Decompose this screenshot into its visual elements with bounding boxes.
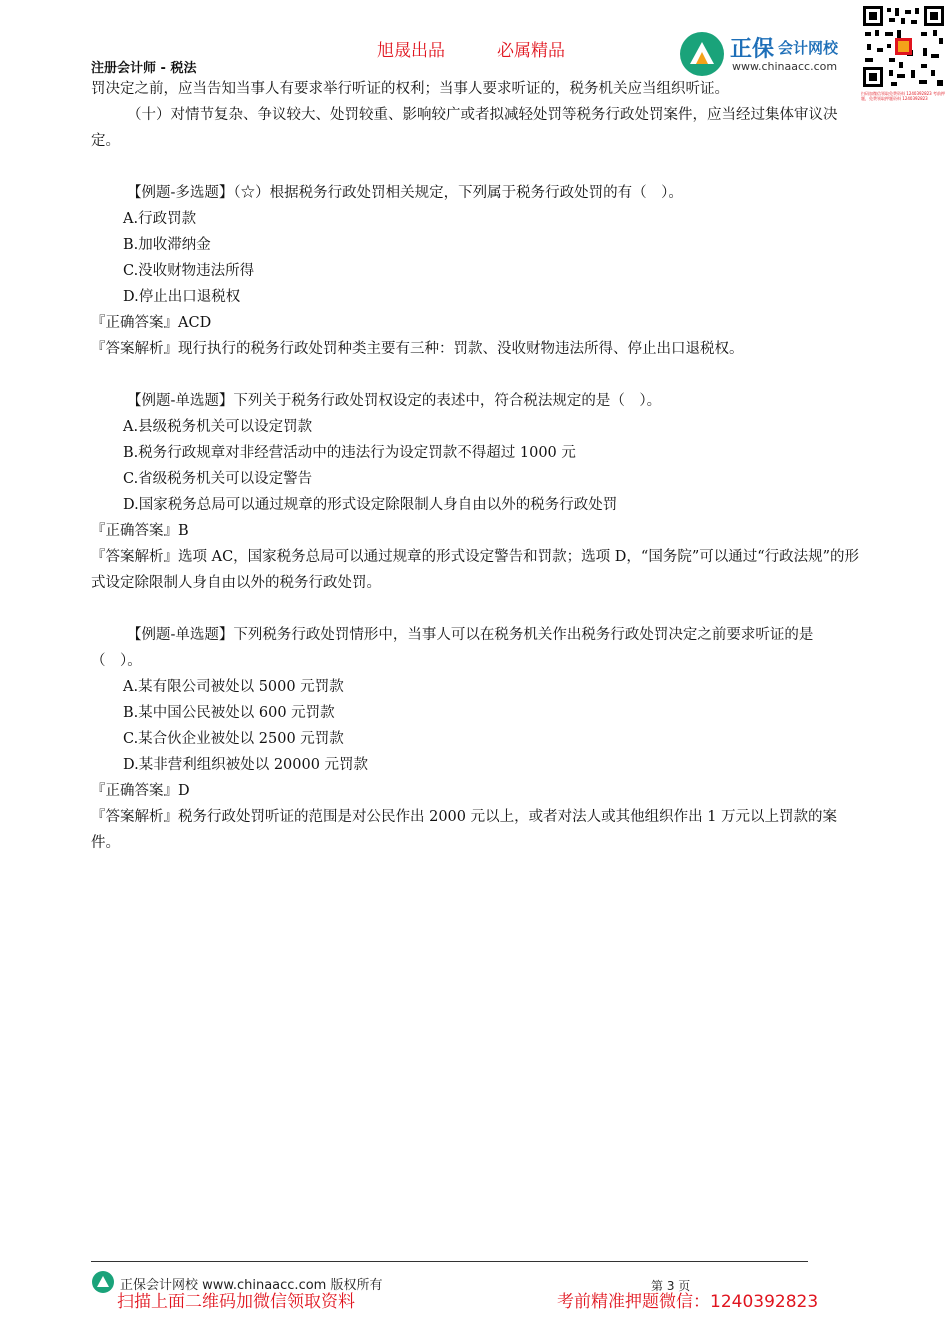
answer-analysis: 『答案解析』税务行政处罚听证的范围是对公民作出 2000 元以上，或者对法人或其他组织作出 1 万元以上罚款的案件。 [91, 809, 838, 851]
question-option: D.停止出口退税权 [123, 289, 241, 305]
question-option: D.国家税务总局可以通过规章的形式设定除限制人身自由以外的税务行政处罚 [123, 497, 618, 513]
header-slogan-left: 旭晟出品 [377, 41, 445, 61]
logo-emblem-icon [678, 30, 726, 78]
qr-code-icon [861, 4, 946, 89]
page-number: 第 3 页 [651, 1279, 691, 1293]
footer-divider [91, 1261, 808, 1262]
logo-brand: 正保 [730, 37, 775, 62]
question-option: A.某有限公司被处以 5000 元罚款 [123, 679, 344, 695]
correct-answer: 『正确答案』D [91, 783, 190, 799]
question-option: B.某中国公民被处以 600 元罚款 [123, 705, 335, 721]
logo-url: www.chinaacc.com [732, 60, 838, 73]
question-option: C.省级税务机关可以设定警告 [123, 471, 313, 487]
header-slogan-right: 必属精品 [497, 41, 565, 61]
question-stem: 【例题-单选题】下列税务行政处罚情形中，当事人可以在税务机关作出税务行政处罚决定之前要求听证的是（ ）。 [91, 627, 814, 669]
qr-note: 扫码加微信领取免费资料 1240392823 考前押题，免费领取押题资料 1240392823 [861, 91, 945, 101]
question-option: C.没收财物违法所得 [123, 263, 255, 279]
question-stem: 【例题-多选题】（☆）根据税务行政处罚相关规定，下列属于税务行政处罚的有（ ）。 [127, 185, 683, 201]
question-option: D.某非营利组织被处以 20000 元罚款 [123, 757, 369, 773]
footer-logo-icon [91, 1270, 115, 1294]
logo-brand-2: 会计网校 [778, 39, 839, 57]
paragraph: 罚决定之前，应当告知当事人有要求举行听证的权利；当事人要求听证的，税务机关应当组织听证。 [91, 81, 729, 97]
question-option: A.行政罚款 [123, 211, 197, 227]
answer-analysis: 『答案解析』现行执行的税务行政处罚种类主要有三种：罚款、没收财物违法所得、停止出口退税权。 [91, 341, 744, 357]
correct-answer: 『正确答案』ACD [91, 315, 212, 331]
question-option: A.县级税务机关可以设定罚款 [123, 419, 313, 435]
promo-text-left: 扫描上面二维码加微信领取资料 [117, 1292, 355, 1312]
document-body [91, 76, 861, 856]
question-stem: 【例题-单选题】下列关于税务行政处罚权设定的表述中，符合税法规定的是（ ）。 [127, 393, 662, 409]
correct-answer: 『正确答案』B [91, 523, 189, 539]
paragraph: （十）对情节复杂、争议较大、处罚较重、影响较广或者拟减轻处罚等税务行政处罚案件，应当经过集体审议决定。 [91, 107, 838, 149]
document-subject: 注册会计师 - 税法 [91, 61, 197, 76]
chinaacc-logo [678, 30, 858, 80]
promo-text-right: 考前精准押题微信：1240392823 [557, 1292, 819, 1312]
answer-analysis: 『答案解析』选项 AC，国家税务总局可以通过规章的形式设定警告和罚款；选项 D，“国务院”可以通过“行政法规”的形式设定除限制人身自由以外的税务行政处罚。 [91, 549, 860, 591]
question-option: B.税务行政规章对非经营活动中的违法行为设定罚款不得超过 1000 元 [123, 445, 576, 461]
question-option: B.加收滞纳金 [123, 237, 211, 253]
footer-copyright: 正保会计网校 www.chinaacc.com 版权所有 [120, 1278, 383, 1293]
question-option: C.某合伙企业被处以 2500 元罚款 [123, 731, 344, 747]
